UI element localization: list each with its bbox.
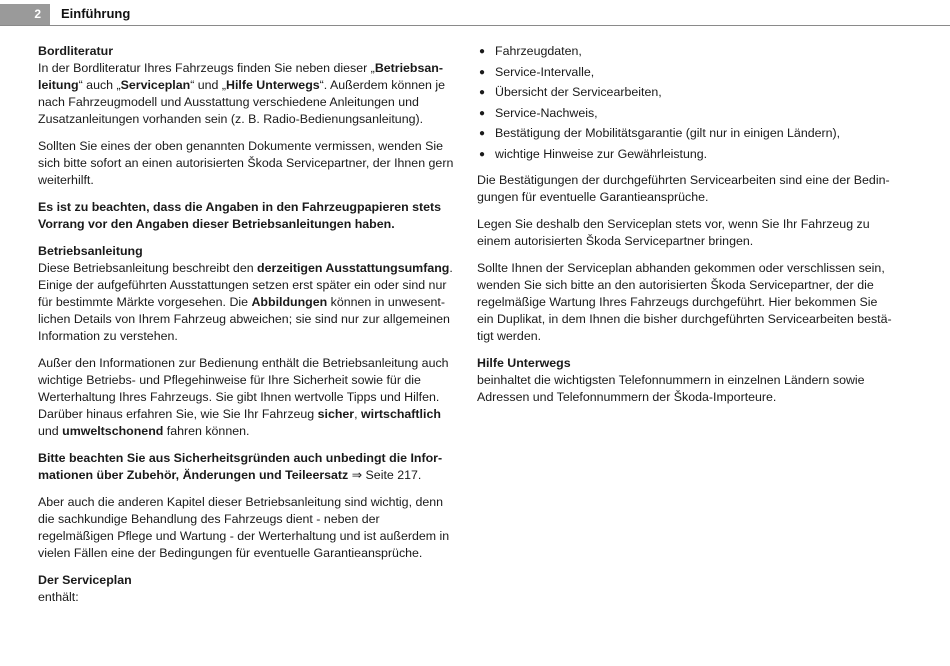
safety-note-text: Bitte beachten Sie aus Sicherheitsgründen auch unbedingt die Informationen über Zubehör, Änderungen und Teileersatz (38, 451, 443, 482)
header-rule (0, 25, 950, 26)
bullet-icon: ● (479, 46, 486, 57)
serviceplan-intro: enthält: (38, 590, 79, 604)
bordliteratur-paragraph-1: In der Bordliteratur Ihres Fahrzeugs finden Sie neben dieser „Betriebsanleitung“ auch „Serviceplan“ und „Hilfe Unterwegs“. Außerdem können je nach Fahrzeugmodell und Ausstattung verschiedene Anleitungen und Zusatzanleitungen vorhanden sein (z. B. Radio-Bedienungsanleitung). (38, 61, 446, 126)
heading-bordliteratur: Bordliteratur (38, 44, 114, 58)
bullet-icon: ● (479, 66, 486, 78)
page-header (0, 0, 950, 26)
left-column (38, 43, 456, 616)
bordliteratur-paragraph-2: Sollten Sie eines der oben genannten Dokumente vermissen, wenden Sie sich bitte sofort an einen autorisierten Škoda Servicepartner, der Ihnen gern weiterhilft. (38, 139, 454, 187)
hilfe-unterwegs-text: beinhaltet die wichtigsten Telefonnummern in einzelnen Ländern sowie Adressen und Telefonnummern der Škoda-Importeure. (477, 372, 865, 404)
list-item: ● Übersicht der Servicearbeiten, (479, 85, 662, 100)
heading-serviceplan: Der Serviceplan (38, 573, 132, 587)
heading-hilfe-unterwegs: Hilfe Unterwegs (477, 355, 571, 370)
betriebsanleitung-paragraph-2: Außer den Informationen zur Bedienung enthält die Betriebsanleitung auch wichtige Betriebs- und Pflegehinweise für Ihre Sicherheit sowie für die Werterhaltung Ihres Fahrzeugs. Sie gibt Ihnen wertvolle Tipps und Hilfen. Darüber hinaus erfahren Sie, wie Sie Ihr Fahrzeug sicher, wirtschaftlich und umweltschonend fahren können. (38, 356, 449, 438)
right-column (477, 43, 897, 416)
serviceplan-paragraph-1: Die Bestätigungen der durchgeführten Servicearbeiten sind eine der Bedingungen für eventuelle Garantieansprüche. (477, 172, 890, 204)
list-item: ● Fahrzeugdaten, (479, 44, 582, 58)
safety-note (38, 450, 456, 484)
page-reference-link[interactable]: ⇒ Seite 217. (348, 468, 422, 482)
bullet-icon: ● (479, 128, 486, 140)
bullet-icon: ● (479, 107, 486, 119)
page-number: 2 (0, 4, 50, 25)
chapter-title: Einführung (61, 6, 131, 21)
list-item: ● Service-Nachweis, (479, 105, 598, 120)
bordliteratur-note: Es ist zu beachten, dass die Angaben in den Fahrzeugpapieren stets Vorrang vor den Angaben dieser Betriebsanleitungen haben. (38, 200, 442, 231)
betriebsanleitung-paragraph-4: Aber auch die anderen Kapitel dieser Betriebsanleitung sind wichtig, denn die sachkundige Behandlung des Fahrzeugs dient - neben der regelmäßigen Pflege und Wartung - der Werterhaltung und ist außerdem in vielen Fällen eine der Bedingungen für eventuelle Garantieansprüche. (38, 495, 450, 560)
bullet-icon: ● (479, 87, 486, 99)
serviceplan-contents-list (477, 43, 897, 163)
serviceplan-paragraph-3: Sollte Ihnen der Serviceplan abhanden gekommen oder verschlissen sein, wenden Sie sich bitte an den autorisierten Škoda Servicepartner, der die regelmäßige Wartung Ihres Fahrzeugs durchgeführt. Hier bekommen Sie ein Duplikat, in dem Ihnen die bisher durchgeführten Servicearbeiten bestätigt werden. (477, 260, 892, 343)
heading-betriebsanleitung: Betriebsanleitung (38, 244, 143, 258)
serviceplan-paragraph-2: Legen Sie deshalb den Serviceplan stets vor, wenn Sie Ihr Fahrzeug zu einem autorisierten Škoda Servicepartner bringen. (477, 216, 870, 248)
list-item: ● Service-Intervalle, (479, 64, 595, 79)
bullet-icon: ● (479, 148, 486, 160)
list-item: ● wichtige Hinweise zur Gewährleistung. (479, 146, 708, 161)
betriebsanleitung-paragraph-1: Diese Betriebsanleitung beschreibt den derzeitigen Ausstattungsumfang. Einige der aufgeführten Ausstattungen setzen erst später ein oder sind nur für bestimmte Märkte vorgesehen. Die Abbildungen können in unwesentlichen Details von Ihrem Fahrzeug abweichen; sie sind nur zur allgemeinen Information zu verstehen. (38, 261, 453, 343)
list-item: ● Bestätigung der Mobilitätsgarantie (gilt nur in einigen Ländern), (479, 126, 841, 141)
